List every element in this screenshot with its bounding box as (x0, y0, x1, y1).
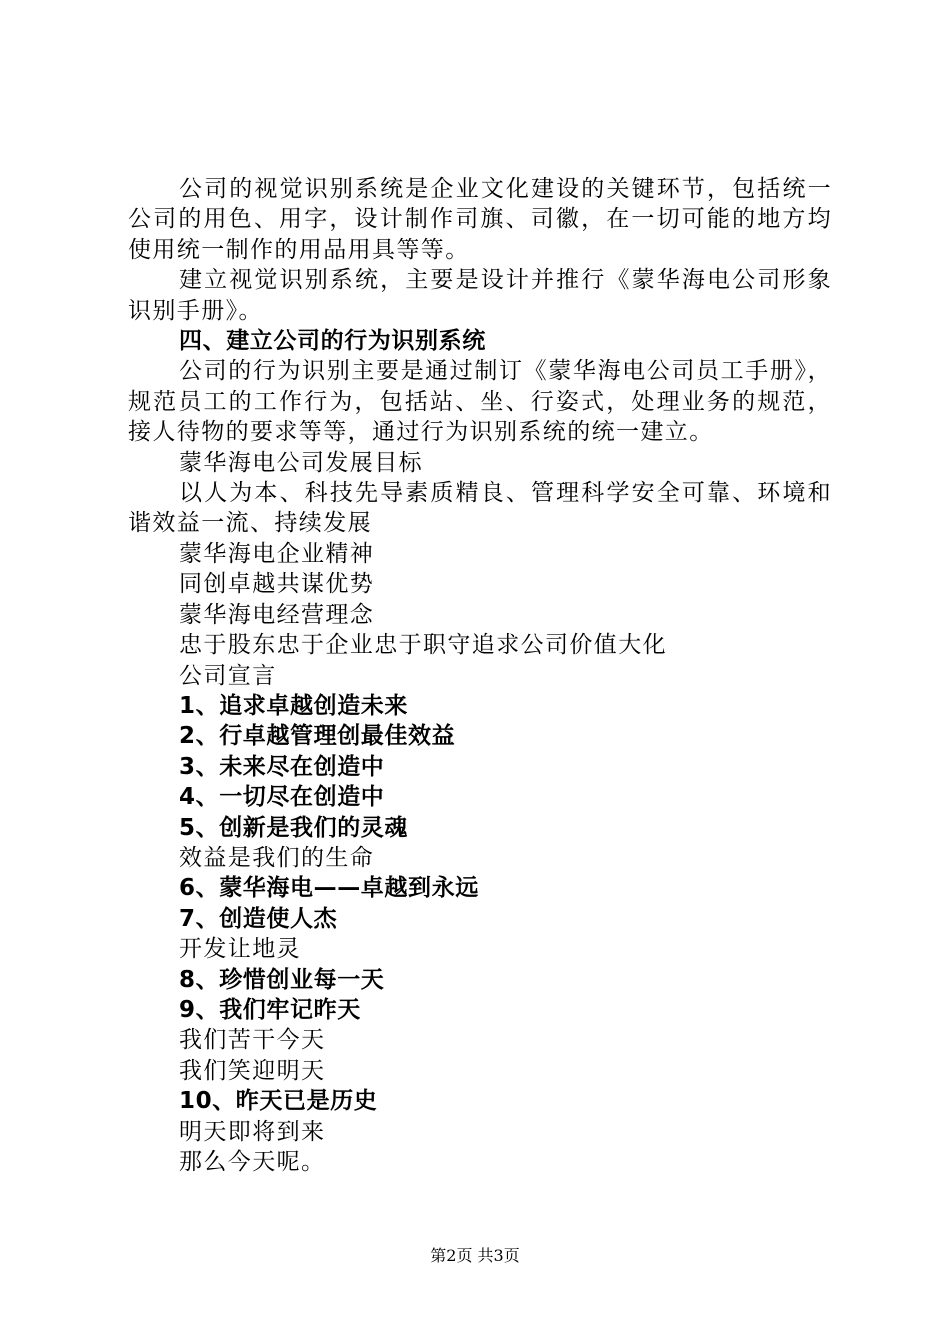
list-item: 5、创新是我们的灵魂 (179, 814, 409, 841)
heading-enterprise-spirit: 蒙华海电企业精神 (179, 540, 375, 567)
list-item: 4、一切尽在创造中 (179, 784, 385, 811)
section-heading: 四、建立公司的行为识别系统 (179, 328, 486, 355)
list-item-continuation: 效益是我们的生命 (179, 844, 375, 871)
list-item: 3、未来尽在创造中 (179, 753, 385, 780)
list-item: 1、追求卓越创造未来 (179, 692, 409, 719)
paragraph-visual-manual: 建立视觉识别系统，主要是设计并推行《蒙华海电公司形象识别手册》。 (128, 267, 832, 324)
heading-business-philosophy: 蒙华海电经营理念 (179, 601, 375, 628)
paragraph-development-goal: 以人为本、科技先导素质精良、管理科学安全可靠、环境和谐效益一流、持续发展 (128, 480, 832, 537)
paragraph-behavior-identity: 公司的行为识别主要是通过制订《蒙华海电公司员工手册》，规范员工的工作行为，包括站、坐、行姿式，处理业务的规范，接人待物的要求等等，通过行为识别系统的统一建立。 (128, 358, 832, 446)
list-item: 8、珍惜创业每一天 (179, 966, 385, 993)
list-item: 9、我们牢记昨天 (179, 996, 361, 1023)
list-item-continuation: 那么今天呢。 (179, 1149, 326, 1175)
list-item: 7、创造使人杰 (179, 905, 338, 932)
list-item-continuation: 我们笑迎明天 (179, 1057, 326, 1084)
page-number-footer: 第2页 共3页 (430, 1246, 520, 1265)
list-item-continuation: 开发让地灵 (179, 936, 301, 963)
list-item-continuation: 明天即将到来 (179, 1118, 326, 1145)
heading-company-declaration: 公司宣言 (179, 662, 277, 689)
list-item: 10、昨天已是历史 (179, 1088, 378, 1115)
paragraph-visual-identity: 公司的视觉识别系统是企业文化建设的关键环节，包括统一公司的用色、用字，设计制作司旗、司徽，在一切可能的地方均使用统一制作的用品用具等等。 (128, 176, 832, 263)
document-body (128, 174, 832, 1177)
list-item: 6、蒙华海电——卓越到永远 (179, 875, 479, 902)
list-item: 2、行卓越管理创最佳效益 (179, 723, 456, 750)
text-business-philosophy: 忠于股东忠于企业忠于职守追求公司价值大化 (179, 632, 667, 659)
heading-development-goal: 蒙华海电公司发展目标 (179, 449, 423, 476)
list-item-continuation: 我们苦干今天 (179, 1027, 326, 1054)
text-enterprise-spirit: 同创卓越共谋优势 (179, 571, 375, 598)
